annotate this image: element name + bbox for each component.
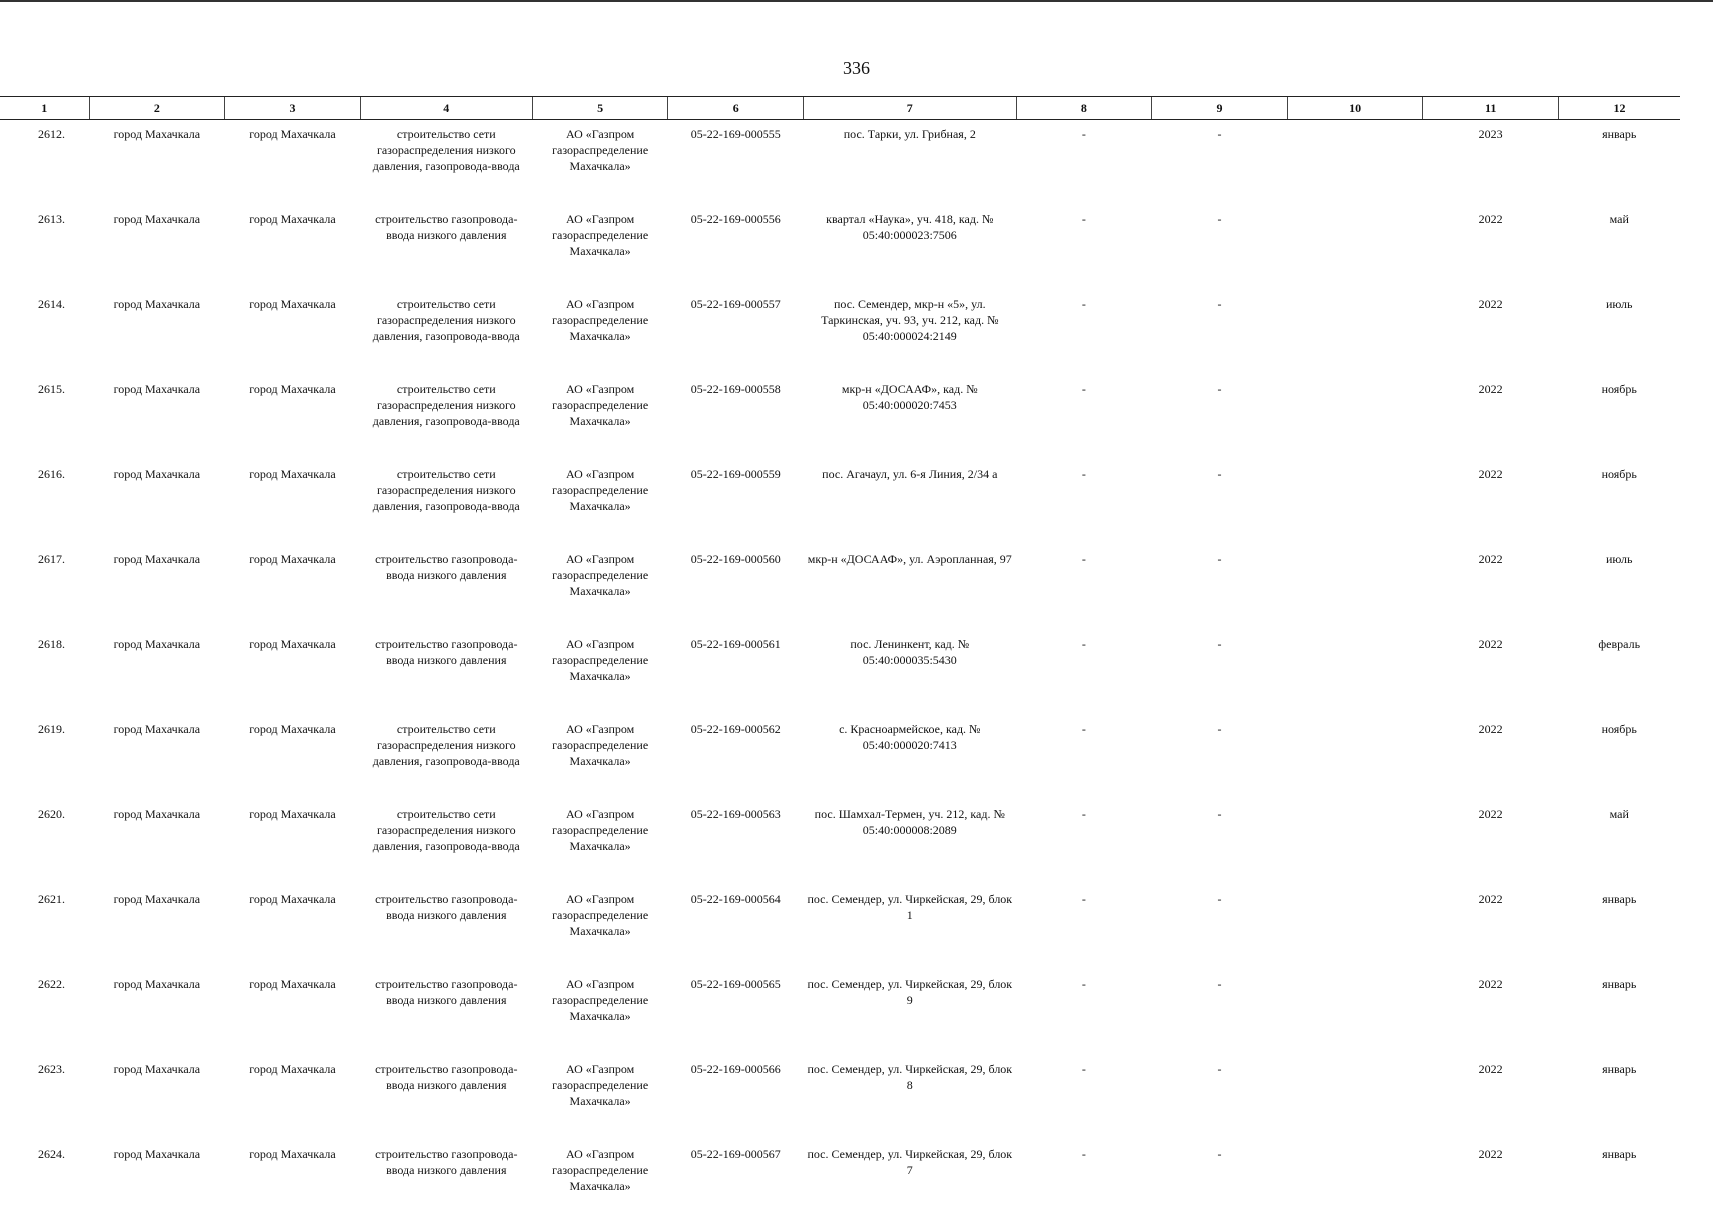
col9-cell: - bbox=[1152, 290, 1288, 375]
col9-cell: - bbox=[1152, 1055, 1288, 1140]
table-row bbox=[0, 375, 1680, 460]
registry-number-cell: 05-22-169-000562 bbox=[668, 715, 804, 800]
organization-cell: АО «Газпром газораспределение Махачкала» bbox=[532, 630, 668, 715]
col9-cell: - bbox=[1152, 800, 1288, 885]
work-type-cell: строительство газопровода-ввода низкого давления bbox=[360, 205, 532, 290]
settlement-cell: город Махачкала bbox=[225, 885, 361, 970]
organization-cell: АО «Газпром газораспределение Махачкала» bbox=[532, 715, 668, 800]
row-number: 2612. bbox=[0, 120, 89, 206]
address-cell: пос. Семендер, ул. Чиркейская, 29, блок 1 bbox=[804, 885, 1017, 970]
address-cell: пос. Семендер, ул. Чиркейская, 29, блок 8 bbox=[804, 1055, 1017, 1140]
region-cell: город Махачкала bbox=[89, 800, 225, 885]
year-cell: 2022 bbox=[1423, 545, 1559, 630]
registry-number-cell: 05-22-169-000555 bbox=[668, 120, 804, 206]
work-type-cell: строительство сети газораспределения низкого давления, газопровода-ввода bbox=[360, 375, 532, 460]
organization-cell: АО «Газпром газораспределение Махачкала» bbox=[532, 375, 668, 460]
work-type-cell: строительство газопровода-ввода низкого давления bbox=[360, 630, 532, 715]
table-row bbox=[0, 460, 1680, 545]
row-number: 2619. bbox=[0, 715, 89, 800]
row-number: 2622. bbox=[0, 970, 89, 1055]
address-cell: квартал «Наука», уч. 418, кад. № 05:40:000023:7506 bbox=[804, 205, 1017, 290]
region-cell: город Махачкала bbox=[89, 715, 225, 800]
col10-cell bbox=[1287, 460, 1423, 545]
registry-number-cell: 05-22-169-000561 bbox=[668, 630, 804, 715]
month-cell: май bbox=[1558, 205, 1680, 290]
column-header: 9 bbox=[1152, 97, 1288, 120]
col8-cell: - bbox=[1016, 545, 1152, 630]
column-header: 11 bbox=[1423, 97, 1559, 120]
col8-cell: - bbox=[1016, 1055, 1152, 1140]
settlement-cell: город Махачкала bbox=[225, 290, 361, 375]
year-cell: 2023 bbox=[1423, 120, 1559, 206]
registry-number-cell: 05-22-169-000560 bbox=[668, 545, 804, 630]
settlement-cell: город Махачкала bbox=[225, 375, 361, 460]
registry-number-cell: 05-22-169-000559 bbox=[668, 460, 804, 545]
organization-cell: АО «Газпром газораспределение Махачкала» bbox=[532, 290, 668, 375]
work-type-cell: строительство сети газораспределения низкого давления, газопровода-ввода bbox=[360, 120, 532, 206]
address-cell: мкр-н «ДОСААФ», ул. Аэропланная, 97 bbox=[804, 545, 1017, 630]
work-type-cell: строительство газопровода-ввода низкого давления bbox=[360, 1055, 532, 1140]
month-cell: июль bbox=[1558, 290, 1680, 375]
region-cell: город Махачкала bbox=[89, 290, 225, 375]
month-cell: январь bbox=[1558, 120, 1680, 206]
col9-cell: - bbox=[1152, 1140, 1288, 1225]
settlement-cell: город Махачкала bbox=[225, 1140, 361, 1225]
year-cell: 2022 bbox=[1423, 1140, 1559, 1225]
organization-cell: АО «Газпром газораспределение Махачкала» bbox=[532, 120, 668, 206]
region-cell: город Махачкала bbox=[89, 1055, 225, 1140]
col10-cell bbox=[1287, 715, 1423, 800]
col9-cell: - bbox=[1152, 715, 1288, 800]
column-header: 3 bbox=[225, 97, 361, 120]
col10-cell bbox=[1287, 1055, 1423, 1140]
work-type-cell: строительство сети газораспределения низкого давления, газопровода-ввода bbox=[360, 715, 532, 800]
organization-cell: АО «Газпром газораспределение Махачкала» bbox=[532, 460, 668, 545]
table-row bbox=[0, 545, 1680, 630]
table-row bbox=[0, 1055, 1680, 1140]
address-cell: пос. Семендер, ул. Чиркейская, 29, блок 7 bbox=[804, 1140, 1017, 1225]
region-cell: город Махачкала bbox=[89, 120, 225, 206]
address-cell: пос. Шамхал-Термен, уч. 212, кад. № 05:40:000008:2089 bbox=[804, 800, 1017, 885]
col10-cell bbox=[1287, 545, 1423, 630]
registry-number-cell: 05-22-169-000565 bbox=[668, 970, 804, 1055]
col8-cell: - bbox=[1016, 630, 1152, 715]
table-row bbox=[0, 885, 1680, 970]
col10-cell bbox=[1287, 290, 1423, 375]
table-row bbox=[0, 120, 1680, 206]
col8-cell: - bbox=[1016, 1140, 1152, 1225]
month-cell: январь bbox=[1558, 1140, 1680, 1225]
registry-number-cell: 05-22-169-000557 bbox=[668, 290, 804, 375]
month-cell: январь bbox=[1558, 970, 1680, 1055]
col8-cell: - bbox=[1016, 120, 1152, 206]
month-cell: июль bbox=[1558, 545, 1680, 630]
region-cell: город Махачкала bbox=[89, 545, 225, 630]
address-cell: с. Красноармейское, кад. № 05:40:000020:7413 bbox=[804, 715, 1017, 800]
month-cell: май bbox=[1558, 800, 1680, 885]
col9-cell: - bbox=[1152, 970, 1288, 1055]
col10-cell bbox=[1287, 120, 1423, 206]
row-number: 2623. bbox=[0, 1055, 89, 1140]
region-cell: город Махачкала bbox=[89, 205, 225, 290]
col9-cell: - bbox=[1152, 205, 1288, 290]
table-row bbox=[0, 1140, 1680, 1225]
address-cell: мкр-н «ДОСААФ», кад. № 05:40:000020:7453 bbox=[804, 375, 1017, 460]
work-type-cell: строительство сети газораспределения низкого давления, газопровода-ввода bbox=[360, 800, 532, 885]
col8-cell: - bbox=[1016, 715, 1152, 800]
month-cell: ноябрь bbox=[1558, 375, 1680, 460]
table-row bbox=[0, 290, 1680, 375]
row-number: 2615. bbox=[0, 375, 89, 460]
organization-cell: АО «Газпром газораспределение Махачкала» bbox=[532, 1055, 668, 1140]
address-cell: пос. Ленинкент, кад. № 05:40:000035:5430 bbox=[804, 630, 1017, 715]
year-cell: 2022 bbox=[1423, 205, 1559, 290]
row-number: 2624. bbox=[0, 1140, 89, 1225]
settlement-cell: город Махачкала bbox=[225, 715, 361, 800]
year-cell: 2022 bbox=[1423, 885, 1559, 970]
region-cell: город Махачкала bbox=[89, 460, 225, 545]
work-type-cell: строительство газопровода-ввода низкого давления bbox=[360, 970, 532, 1055]
year-cell: 2022 bbox=[1423, 970, 1559, 1055]
col10-cell bbox=[1287, 630, 1423, 715]
address-cell: пос. Тарки, ул. Грибная, 2 bbox=[804, 120, 1017, 206]
organization-cell: АО «Газпром газораспределение Махачкала» bbox=[532, 545, 668, 630]
work-type-cell: строительство газопровода-ввода низкого давления bbox=[360, 1140, 532, 1225]
registry-number-cell: 05-22-169-000567 bbox=[668, 1140, 804, 1225]
work-type-cell: строительство сети газораспределения низкого давления, газопровода-ввода bbox=[360, 290, 532, 375]
month-cell: февраль bbox=[1558, 630, 1680, 715]
col9-cell: - bbox=[1152, 120, 1288, 206]
registry-number-cell: 05-22-169-000563 bbox=[668, 800, 804, 885]
registry-number-cell: 05-22-169-000564 bbox=[668, 885, 804, 970]
header-row bbox=[0, 97, 1680, 120]
address-cell: пос. Семендер, ул. Чиркейская, 29, блок 9 bbox=[804, 970, 1017, 1055]
row-number: 2620. bbox=[0, 800, 89, 885]
region-cell: город Махачкала bbox=[89, 630, 225, 715]
row-number: 2616. bbox=[0, 460, 89, 545]
settlement-cell: город Махачкала bbox=[225, 545, 361, 630]
year-cell: 2022 bbox=[1423, 290, 1559, 375]
row-number: 2617. bbox=[0, 545, 89, 630]
year-cell: 2022 bbox=[1423, 460, 1559, 545]
col8-cell: - bbox=[1016, 885, 1152, 970]
organization-cell: АО «Газпром газораспределение Махачкала» bbox=[532, 885, 668, 970]
register-table bbox=[0, 96, 1680, 1225]
col9-cell: - bbox=[1152, 460, 1288, 545]
col8-cell: - bbox=[1016, 970, 1152, 1055]
settlement-cell: город Махачкала bbox=[225, 205, 361, 290]
address-cell: пос. Агачаул, ул. 6-я Линия, 2/34 а bbox=[804, 460, 1017, 545]
month-cell: январь bbox=[1558, 1055, 1680, 1140]
year-cell: 2022 bbox=[1423, 375, 1559, 460]
column-header: 10 bbox=[1287, 97, 1423, 120]
row-number: 2618. bbox=[0, 630, 89, 715]
organization-cell: АО «Газпром газораспределение Махачкала» bbox=[532, 800, 668, 885]
col10-cell bbox=[1287, 800, 1423, 885]
settlement-cell: город Махачкала bbox=[225, 630, 361, 715]
col9-cell: - bbox=[1152, 545, 1288, 630]
table-body bbox=[0, 120, 1680, 1225]
month-cell: ноябрь bbox=[1558, 715, 1680, 800]
region-cell: город Махачкала bbox=[89, 375, 225, 460]
settlement-cell: город Махачкала bbox=[225, 120, 361, 206]
table-row bbox=[0, 205, 1680, 290]
page-number: 336 bbox=[0, 58, 1713, 79]
row-number: 2613. bbox=[0, 205, 89, 290]
col8-cell: - bbox=[1016, 460, 1152, 545]
organization-cell: АО «Газпром газораспределение Махачкала» bbox=[532, 205, 668, 290]
organization-cell: АО «Газпром газораспределение Махачкала» bbox=[532, 970, 668, 1055]
settlement-cell: город Махачкала bbox=[225, 970, 361, 1055]
col10-cell bbox=[1287, 885, 1423, 970]
region-cell: город Махачкала bbox=[89, 1140, 225, 1225]
col10-cell bbox=[1287, 1140, 1423, 1225]
col10-cell bbox=[1287, 205, 1423, 290]
registry-number-cell: 05-22-169-000566 bbox=[668, 1055, 804, 1140]
address-cell: пос. Семендер, мкр-н «5», ул. Таркинская, уч. 93, уч. 212, кад. № 05:40:000024:2149 bbox=[804, 290, 1017, 375]
top-rule bbox=[0, 0, 1713, 2]
year-cell: 2022 bbox=[1423, 630, 1559, 715]
work-type-cell: строительство газопровода-ввода низкого давления bbox=[360, 545, 532, 630]
registry-number-cell: 05-22-169-000556 bbox=[668, 205, 804, 290]
col8-cell: - bbox=[1016, 375, 1152, 460]
table-row bbox=[0, 800, 1680, 885]
settlement-cell: город Махачкала bbox=[225, 800, 361, 885]
column-header: 6 bbox=[668, 97, 804, 120]
column-header: 5 bbox=[532, 97, 668, 120]
col9-cell: - bbox=[1152, 630, 1288, 715]
year-cell: 2022 bbox=[1423, 800, 1559, 885]
col9-cell: - bbox=[1152, 885, 1288, 970]
col8-cell: - bbox=[1016, 800, 1152, 885]
row-number: 2621. bbox=[0, 885, 89, 970]
year-cell: 2022 bbox=[1423, 715, 1559, 800]
work-type-cell: строительство сети газораспределения низкого давления, газопровода-ввода bbox=[360, 460, 532, 545]
table-row bbox=[0, 630, 1680, 715]
work-type-cell: строительство газопровода-ввода низкого давления bbox=[360, 885, 532, 970]
region-cell: город Махачкала bbox=[89, 885, 225, 970]
region-cell: город Махачкала bbox=[89, 970, 225, 1055]
settlement-cell: город Махачкала bbox=[225, 460, 361, 545]
col8-cell: - bbox=[1016, 290, 1152, 375]
col10-cell bbox=[1287, 970, 1423, 1055]
table-header bbox=[0, 97, 1680, 120]
col10-cell bbox=[1287, 375, 1423, 460]
month-cell: ноябрь bbox=[1558, 460, 1680, 545]
registry-number-cell: 05-22-169-000558 bbox=[668, 375, 804, 460]
settlement-cell: город Махачкала bbox=[225, 1055, 361, 1140]
row-number: 2614. bbox=[0, 290, 89, 375]
column-header: 4 bbox=[360, 97, 532, 120]
year-cell: 2022 bbox=[1423, 1055, 1559, 1140]
col9-cell: - bbox=[1152, 375, 1288, 460]
column-header: 8 bbox=[1016, 97, 1152, 120]
column-header: 7 bbox=[804, 97, 1017, 120]
column-header: 12 bbox=[1558, 97, 1680, 120]
month-cell: январь bbox=[1558, 885, 1680, 970]
table-row bbox=[0, 715, 1680, 800]
column-header: 2 bbox=[89, 97, 225, 120]
organization-cell: АО «Газпром газораспределение Махачкала» bbox=[532, 1140, 668, 1225]
col8-cell: - bbox=[1016, 205, 1152, 290]
table-row bbox=[0, 970, 1680, 1055]
column-header: 1 bbox=[0, 97, 89, 120]
